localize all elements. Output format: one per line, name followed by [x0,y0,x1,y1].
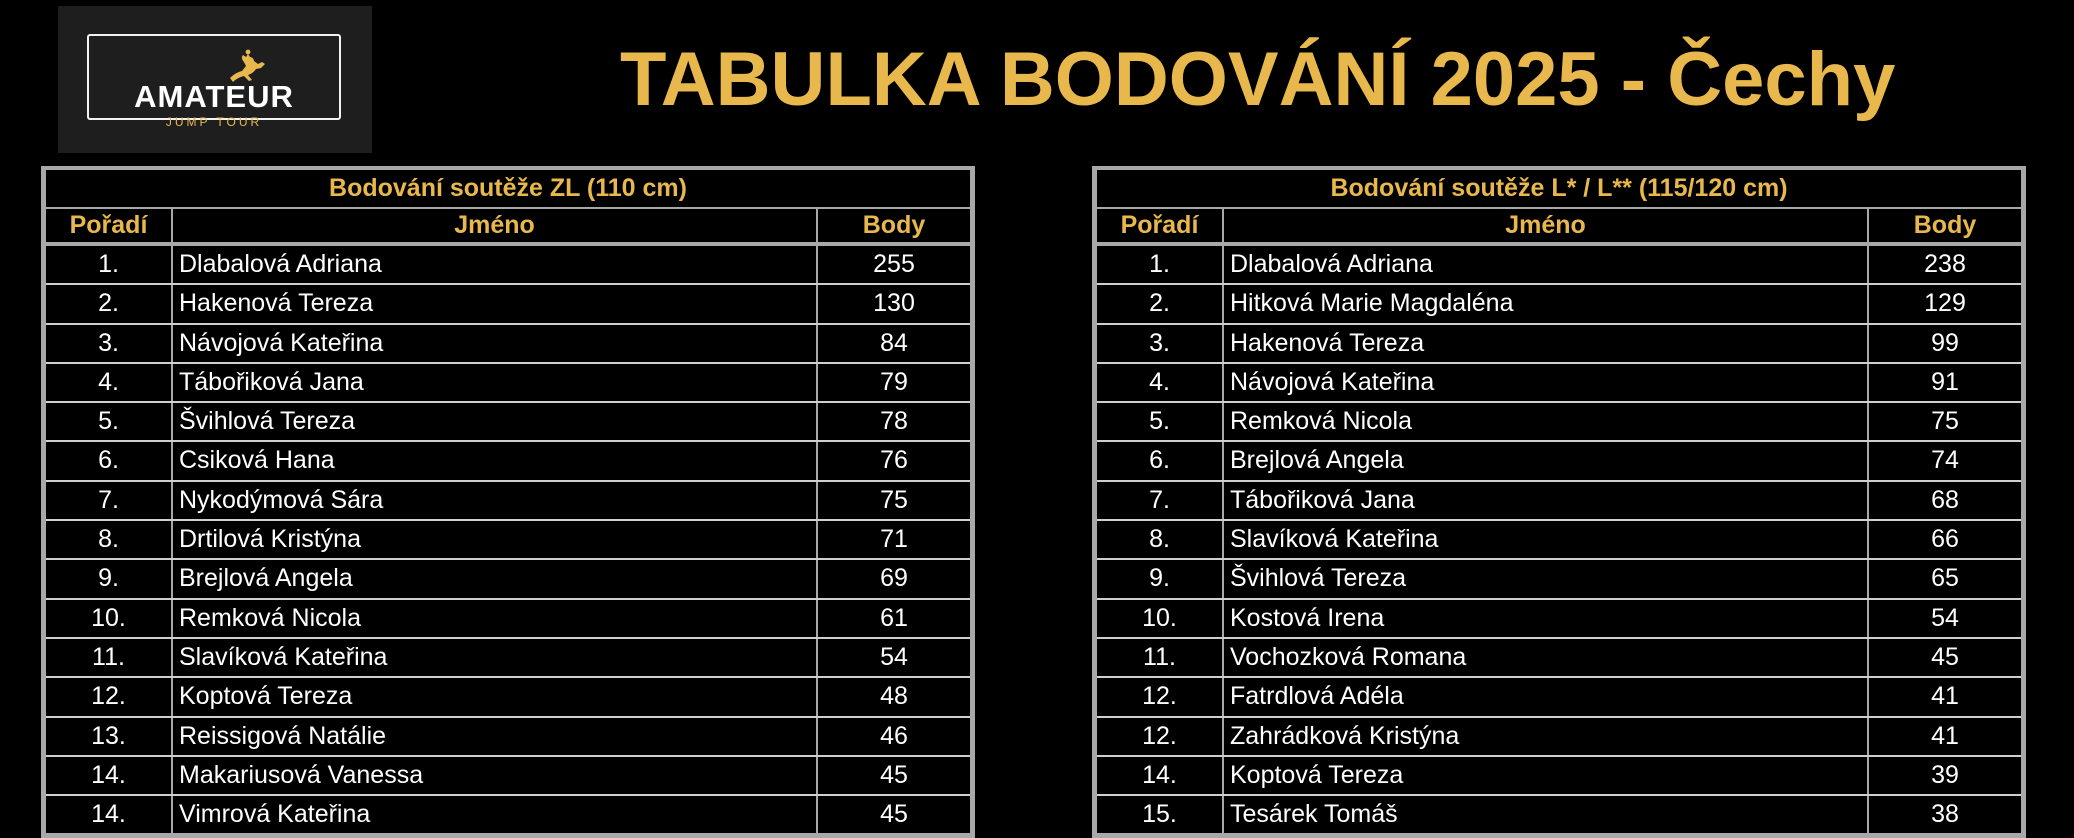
points-cell: 48 [880,682,908,711]
name-cell: Koptová Tereza [173,678,818,715]
rank-cell: 14. [46,796,173,833]
rank-cell: 7. [46,482,173,519]
header-points: Body [1913,211,1977,239]
points-cell: 65 [1931,564,1959,593]
name-cell: Remková Nicola [173,600,818,637]
table-row [46,678,970,717]
points-cell: 91 [1931,367,1959,396]
points-cell: 129 [1924,289,1966,318]
points-cell: 39 [1931,760,1959,789]
rank-cell: 14. [46,757,173,794]
rank-cell: 11. [46,639,173,676]
points-cell: 46 [880,721,908,750]
table-row [1097,678,2021,717]
rank-cell: 5. [46,403,173,440]
rank-cell: 6. [46,442,173,479]
name-cell: Tesárek Tomáš [1224,796,1869,833]
table-row [1097,482,2021,521]
rank-cell: 7. [1097,482,1224,519]
points-cell: 45 [1931,642,1959,671]
name-cell: Švihlová Tereza [173,403,818,440]
table-row [46,757,970,796]
points-cell: 45 [880,760,908,789]
points-cell: 54 [1931,603,1959,632]
logo-frame [87,34,341,129]
table-row [46,639,970,678]
name-cell: Hakenová Tereza [173,285,818,322]
page-title: TABULKA BODOVÁNÍ 2025 - Čechy [620,37,1896,122]
name-cell: Tábořiková Jana [1224,482,1869,519]
rank-cell: 14. [1097,757,1224,794]
table-caption: Bodování soutěže L* / L** (115/120 cm) [1097,170,2021,209]
points-cell: 38 [1931,800,1959,829]
points-cell: 69 [880,564,908,593]
points-cell: 74 [1931,446,1959,475]
table-row [1097,757,2021,796]
table-row [1097,796,2021,833]
table-row [1097,639,2021,678]
amateur-jump-tour-logo [58,6,372,153]
rank-cell: 8. [1097,521,1224,558]
score-table-zl [41,166,975,838]
name-cell: Hitková Marie Magdaléna [1224,285,1869,322]
rank-cell: 9. [1097,560,1224,597]
table-row [1097,325,2021,364]
points-cell: 54 [880,642,908,671]
name-cell: Slavíková Kateřina [1224,521,1869,558]
table-row [1097,521,2021,560]
rank-cell: 5. [1097,403,1224,440]
table-row [46,482,970,521]
table-row [46,403,970,442]
table-row [46,285,970,324]
points-cell: 45 [880,800,908,829]
name-cell: Reissigová Natálie [173,718,818,755]
name-cell: Drtilová Kristýna [173,521,818,558]
points-cell: 76 [880,446,908,475]
rank-cell: 12. [1097,678,1224,715]
header-name: Jméno [173,209,818,242]
name-cell: Švihlová Tereza [1224,560,1869,597]
points-cell: 78 [880,407,908,436]
points-cell: 130 [873,289,915,318]
rank-cell: 13. [46,718,173,755]
name-cell: Makariusová Vanessa [173,757,818,794]
rank-cell: 12. [1097,718,1224,755]
rank-cell: 8. [46,521,173,558]
rank-cell: 11. [1097,639,1224,676]
table-row [1097,403,2021,442]
points-cell: 238 [1924,250,1966,278]
table-row [1097,442,2021,481]
table-row [1097,600,2021,639]
rank-cell: 10. [46,600,173,637]
points-cell: 255 [873,250,915,278]
points-cell: 84 [880,328,908,357]
rank-cell: 3. [1097,325,1224,362]
name-cell: Nykodýmová Sára [173,482,818,519]
name-cell: Návojová Kateřina [173,325,818,362]
name-cell: Zahrádková Kristýna [1224,718,1869,755]
table-header-row [46,209,970,246]
rank-cell: 1. [1097,246,1224,283]
points-cell: 68 [1931,485,1959,514]
table-row [46,364,970,403]
points-cell: 71 [880,525,908,554]
table-row [1097,364,2021,403]
table-row [1097,285,2021,324]
points-cell: 75 [880,485,908,514]
table-body [46,246,970,833]
table-row [46,560,970,599]
header-points: Body [862,211,926,239]
name-cell: Remková Nicola [1224,403,1869,440]
score-table-l [1092,166,2026,838]
points-cell: 99 [1931,328,1959,357]
name-cell: Návojová Kateřina [1224,364,1869,401]
name-cell: Brejlová Angela [173,560,818,597]
rank-cell: 10. [1097,600,1224,637]
name-cell: Koptová Tereza [1224,757,1869,794]
logo-subtitle: JUMP TOUR [165,115,263,129]
name-cell: Slavíková Kateřina [173,639,818,676]
table-header-row [1097,209,2021,246]
table-row [1097,246,2021,285]
name-cell: Csiková Hana [173,442,818,479]
name-cell: Vimrová Kateřina [173,796,818,833]
table-caption: Bodování soutěže ZL (110 cm) [46,170,970,209]
header-rank: Pořadí [1097,209,1224,242]
table-row [1097,560,2021,599]
header-rank: Pořadí [46,209,173,242]
name-cell: Fatrdlová Adéla [1224,678,1869,715]
points-cell: 66 [1931,525,1959,554]
points-cell: 41 [1931,682,1959,711]
name-cell: Hakenová Tereza [1224,325,1869,362]
rank-cell: 3. [46,325,173,362]
table-row [46,442,970,481]
name-cell: Kostová Irena [1224,600,1869,637]
table-row [46,246,970,285]
rank-cell: 2. [1097,285,1224,322]
table-body [1097,246,2021,833]
points-cell: 41 [1931,721,1959,750]
table-row [46,718,970,757]
rank-cell: 2. [46,285,173,322]
rank-cell: 4. [46,364,173,401]
points-cell: 75 [1931,407,1959,436]
name-cell: Tábořiková Jana [173,364,818,401]
name-cell: Vochozková Romana [1224,639,1869,676]
rank-cell: 9. [46,560,173,597]
table-row [46,600,970,639]
points-cell: 79 [880,367,908,396]
logo-wordmark: AMATEUR [134,79,294,114]
rank-cell: 15. [1097,796,1224,833]
header-name: Jméno [1224,209,1869,242]
table-row [1097,718,2021,757]
rank-cell: 12. [46,678,173,715]
name-cell: Dlabalová Adriana [173,246,818,283]
name-cell: Dlabalová Adriana [1224,246,1869,283]
points-cell: 61 [880,603,908,632]
table-row [46,325,970,364]
rank-cell: 6. [1097,442,1224,479]
name-cell: Brejlová Angela [1224,442,1869,479]
rank-cell: 4. [1097,364,1224,401]
table-row [46,796,970,833]
table-row [46,521,970,560]
rank-cell: 1. [46,246,173,283]
